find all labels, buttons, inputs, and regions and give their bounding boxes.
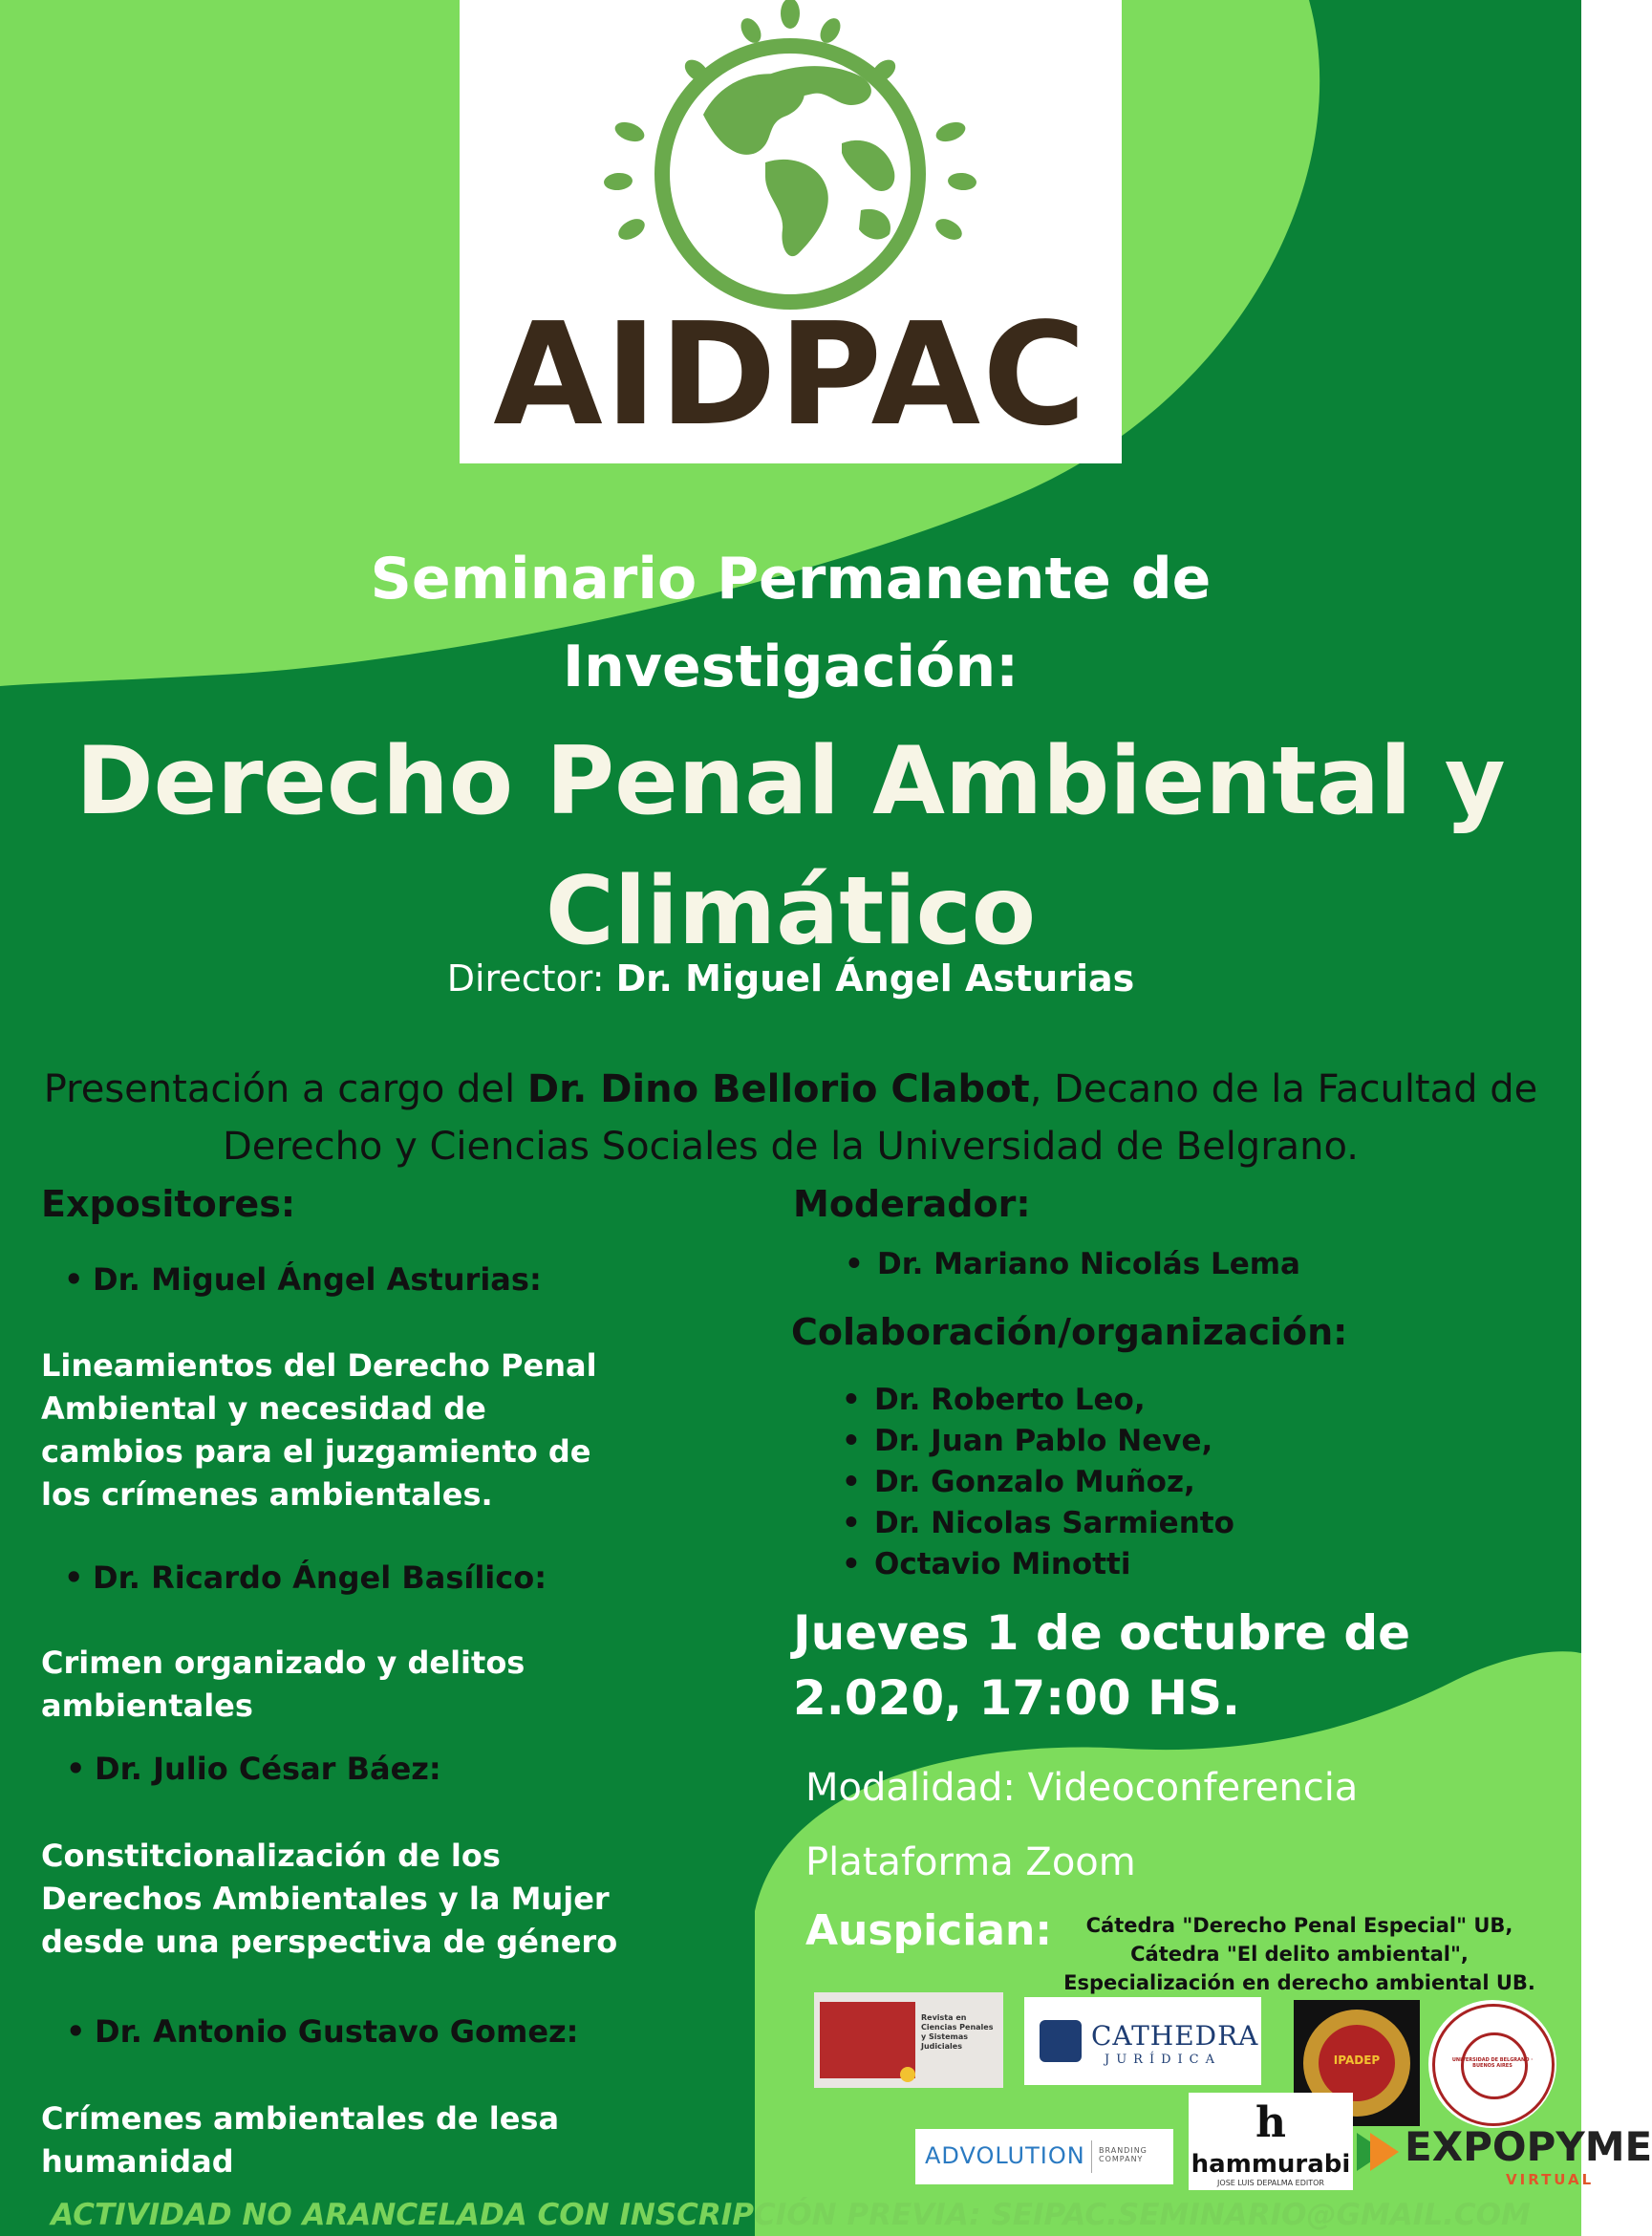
page-title: Derecho Penal Ambiental y Climático — [75, 727, 1506, 966]
speaker-topic: Crimen organizado y delitos ambientales — [41, 1645, 526, 1724]
advolution-logo — [915, 2129, 1173, 2184]
colaboracion-heading: Colaboración/organización: — [791, 1311, 1348, 1353]
expositores-heading: Expositores: — [41, 1183, 296, 1225]
cathedra-sub: JURÍDICA — [1105, 2053, 1221, 2067]
speaker-topic: Lineamientos del Derecho Penal Ambiental y necesidad de cambios para el juzgamiento de los crímenes ambientales. — [41, 1347, 597, 1513]
list-item: • Dr. Nicolas Sarmiento — [874, 1503, 1234, 1544]
moderador-name: • Dr. Mariano Nicolás Lema — [877, 1244, 1300, 1285]
list-item: • Dr. Juan Pablo Neve, — [874, 1421, 1234, 1462]
speaker-name: • Dr. Antonio Gustavo Gomez: — [95, 2013, 578, 2050]
sponsors-text: Cátedra "Derecho Penal Especial" UB, Cátedra "El delito ambiental", Especialización en derecho ambiental UB. — [1063, 1914, 1535, 1994]
seminar-title: Seminario Permanente de Investigación: — [370, 546, 1212, 700]
presentation-prefix: Presentación a cargo del — [43, 1067, 516, 1111]
event-modalidad: Modalidad: Videoconferencia — [805, 1766, 1359, 1810]
logo-wordmark: AIDPAC — [493, 292, 1088, 457]
advolution-name: ADVOLUTION — [925, 2142, 1085, 2169]
revista-logo — [814, 1992, 1003, 2088]
speaker-topic: Crímenes ambientales de lesa humanidad — [41, 2100, 560, 2180]
list-item: • Dr. Roberto Leo, — [874, 1380, 1234, 1421]
speaker-topic: Constitcionalización de los Derechos Ambientales y la Mujer desde una perspectiva de género — [41, 1838, 618, 1960]
list-item: • Dr. Gonzalo Muñoz, — [874, 1462, 1234, 1503]
event-plataforma: Plataforma Zoom — [805, 1840, 1136, 1884]
director-line — [191, 957, 1390, 1000]
footer-notice: ACTIVIDAD NO ARANCELADA CON INSCRIPCIÓN PREVIA: SEIPAC.SEMINARIO@GMAIL.COM — [51, 2198, 1531, 2232]
expopyme-name: EXPOPYME — [1405, 2123, 1652, 2170]
ipadep-text: IPADEP — [1333, 2053, 1381, 2067]
ub-logo — [1428, 2000, 1556, 2128]
hammurabi-logo: h hammurabi JOSE LUIS DEPALMA EDITOR — [1189, 2093, 1353, 2190]
expopyme-logo — [1357, 2121, 1652, 2188]
hammurabi-name: hammurabi — [1191, 2150, 1351, 2179]
sponsors-heading: Auspician: — [805, 1906, 1052, 1955]
list-item: • Octavio Minotti — [874, 1544, 1234, 1585]
colaboracion-list — [874, 1380, 1234, 1585]
moderador-list — [877, 1244, 1300, 1285]
speaker-name: • Dr. Miguel Ángel Asturias: — [93, 1261, 542, 1298]
aidpac-logo — [460, 0, 1122, 463]
cathedra-main: CATHEDRA — [1091, 2020, 1259, 2052]
revista-title: Revista en Ciencias Penales y Sistemas Judiciales — [921, 2013, 994, 2051]
presenter-name: Dr. Dino Bellorio Clabot — [526, 1067, 1030, 1111]
director-name: Dr. Miguel Ángel Asturias — [615, 957, 1135, 1000]
moderador-heading: Moderador: — [793, 1183, 1031, 1225]
event-date: Jueves 1 de octubre de 2.020, 17:00 HS. — [793, 1605, 1411, 1726]
presentation-suffix: , Decano de la Facultad de Derecho y Ciencias Sociales de la Universidad de Belgrano. — [223, 1067, 1538, 1169]
director-label: Director: — [446, 957, 605, 1000]
ub-text: UNIVERSIDAD DE BELGRANO · BUENOS AIRES — [1451, 2057, 1534, 2069]
speaker-name: • Dr. Julio César Báez: — [95, 1751, 441, 1787]
hammurabi-sub: JOSE LUIS DEPALMA EDITOR — [1217, 2179, 1324, 2187]
expopyme-sub: VIRTUAL — [1506, 2171, 1595, 2188]
advolution-sub: BRANDING COMPANY — [1099, 2146, 1148, 2163]
presentation-line — [38, 1061, 1543, 1175]
cathedra-logo — [1024, 1997, 1261, 2085]
speaker-name: • Dr. Ricardo Ángel Basílico: — [93, 1559, 547, 1596]
